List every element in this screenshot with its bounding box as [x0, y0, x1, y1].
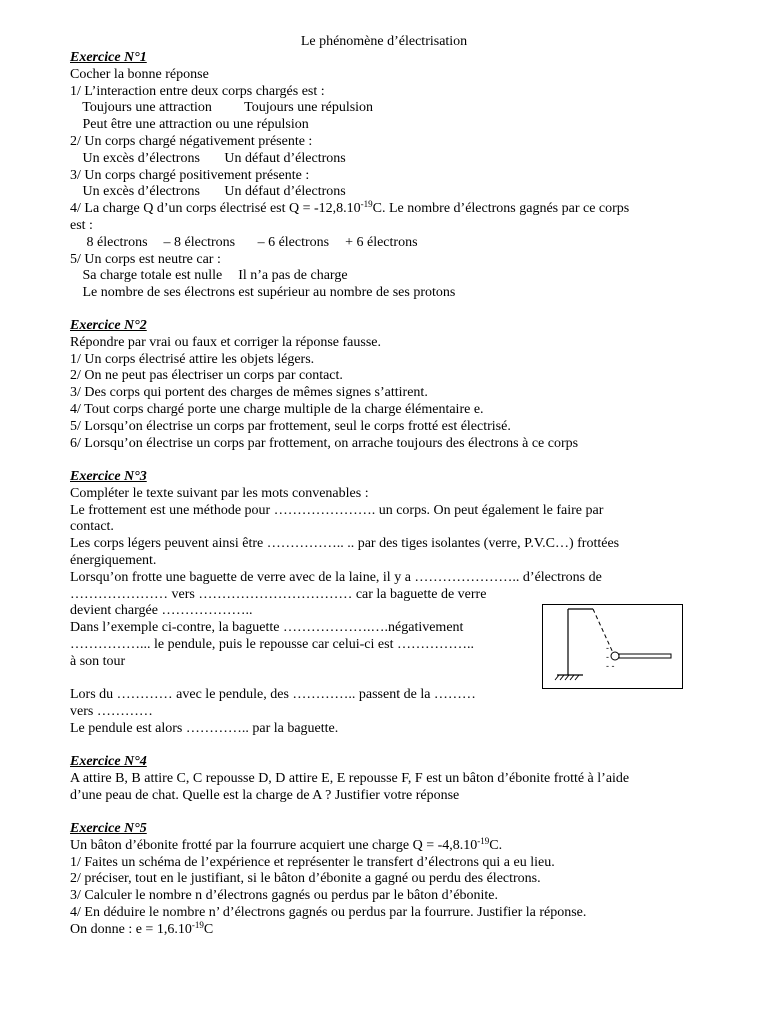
- question-5-option-3: [70, 285, 629, 302]
- question-1-options: [70, 100, 629, 117]
- text-line: devient chargée ………………..: [70, 603, 253, 619]
- option-label: Il n’a pas de charge: [238, 268, 348, 284]
- exercise-4: [70, 754, 629, 804]
- exponent: -19: [360, 199, 373, 210]
- text-line: ……………... le pendule, puis le repousse car celui-ci est ……………..: [70, 636, 474, 652]
- text-line: Le pendule est alors ………….. par la baguette.: [70, 720, 339, 736]
- option-label: + 6 électrons: [345, 234, 418, 250]
- text-line: vers …………: [70, 704, 153, 720]
- intro-text: Un bâton d’ébonite frotté par la fourrure acquiert une charge Q = -4,8.10: [70, 837, 478, 853]
- question-4-options: [70, 235, 629, 252]
- charge-marks-middle: -: [606, 652, 609, 662]
- exercise-4-heading: Exercice N°4: [70, 754, 147, 769]
- question-2-options: [70, 151, 629, 168]
- exercise-3-instruction: Compléter le texte suivant par les mots convenables :: [70, 485, 369, 501]
- given-value: [70, 919, 586, 939]
- question-4-text-end: C. Le nombre d’électrons gagnés par ce corps: [372, 201, 630, 217]
- list-item: 3/ Calculer le nombre n d’électrons gagnés ou perdus par le bâton d’ébonite.: [70, 888, 499, 904]
- exercise-2-heading: Exercice N°2: [70, 318, 147, 333]
- question-3: 3/ Un corps chargé positivement présente :: [70, 167, 310, 183]
- intro-text-end: C.: [489, 837, 503, 853]
- list-item: 1/ Un corps électrisé attire les objets légers.: [70, 351, 315, 367]
- pendulum-figure: [542, 604, 683, 689]
- question-5-options: [70, 268, 629, 285]
- blank-line: [70, 671, 619, 688]
- list-item: 3/ Des corps qui portent des charges de mêmes signes s’attirent.: [70, 385, 428, 401]
- option-label: Un excès d’électrons: [82, 184, 200, 200]
- list-item: 2/ On ne peut pas électriser un corps par contact.: [70, 368, 343, 384]
- text-line: Les corps légers peuvent ainsi être …………….. .. par des tiges isolantes (verre, P.V.C…) frottées: [70, 536, 620, 552]
- given-text: On donne : e = 1,6.10: [70, 921, 192, 937]
- option-label: Peut être une attraction ou une répulsion: [82, 117, 309, 133]
- exercise-3-heading: Exercice N°3: [70, 469, 147, 484]
- given-unit: C: [203, 921, 214, 937]
- document-title: Le phénomène d’électrisation: [300, 34, 468, 49]
- exercise-3: [70, 469, 619, 738]
- list-item: 2/ préciser, tout en le justifiant, si le bâton d’ébonite a gagné ou perdu des électrons.: [70, 871, 541, 887]
- list-item: 4/ En déduire le nombre n’ d’électrons gagnés ou perdus par la fourrure. Justifier la réponse.: [70, 904, 587, 920]
- charge-marks-top: -: [606, 643, 609, 653]
- question-2: 2/ Un corps chargé négativement présente :: [70, 133, 313, 149]
- text-line: Dans l’exemple ci-contre, la baguette ……………….….négativement: [70, 620, 464, 636]
- option-label: Sa charge totale est nulle: [82, 268, 223, 284]
- option-label: Le nombre de ses électrons est supérieur au nombre de ses protons: [82, 285, 456, 301]
- exercise-5-heading: Exercice N°5: [70, 821, 147, 836]
- option-label: Un défaut d’électrons: [224, 184, 346, 200]
- text-line: A attire B, B attire C, C repousse D, D attire E, E repousse F, F est un bâton d’ébonite frotté à l’aide: [70, 770, 630, 786]
- exercise-5-intro: [70, 835, 586, 855]
- option-label: Un défaut d’électrons: [224, 150, 346, 166]
- question-3-options: [70, 184, 629, 201]
- exercise-1-heading: Exercice N°1: [70, 50, 147, 65]
- exercise-1-instruction: Cocher la bonne réponse: [70, 66, 209, 82]
- question-1-option-3: [70, 117, 629, 134]
- list-item: 5/ Lorsqu’on électrise un corps par frottement, seul le corps frotté est électrisé.: [70, 418, 511, 434]
- list-item: 6/ Lorsqu’on électrise un corps par frottement, on arrache toujours des électrons à ce corps: [70, 435, 579, 451]
- exponent: -19: [191, 919, 204, 930]
- text-line: contact.: [70, 519, 114, 535]
- option-label: – 8 électrons: [163, 234, 236, 250]
- charged-rod: [619, 654, 671, 658]
- question-4-text: 4/ La charge Q d’un corps électrisé est Q = -12,8.10: [70, 201, 361, 217]
- text-line: Lors du ………… avec le pendule, des ………….. passent de la ………: [70, 687, 476, 703]
- option-label: 8 électrons: [86, 234, 148, 250]
- text-line: ………………… vers …………………………… car la baguette de verre: [70, 586, 487, 602]
- text-line: Lorsqu’on frotte une baguette de verre avec de la laine, il y a ………………….. d’électrons de: [70, 569, 602, 585]
- option-label: Toujours une attraction: [82, 100, 212, 116]
- option-label: Toujours une répulsion: [244, 100, 374, 116]
- pendulum-thread: [593, 609, 614, 655]
- question-4-continuation: est :: [70, 217, 93, 233]
- text-line: à son tour: [70, 653, 126, 669]
- option-label: Un excès d’électrons: [82, 150, 200, 166]
- list-item: 1/ Faites un schéma de l’expérience et représenter le transfert d’électrons qui a eu lieu.: [70, 854, 555, 870]
- pendulum-ball: [611, 652, 619, 660]
- exercise-1: [70, 50, 629, 302]
- exercise-5: [70, 821, 586, 939]
- option-label: – 6 électrons: [257, 234, 330, 250]
- exercise-2-instruction: Répondre par vrai ou faux et corriger la réponse fausse.: [70, 334, 381, 350]
- exponent: -19: [477, 835, 490, 846]
- text-line: énergiquement.: [70, 552, 157, 568]
- pendulum-diagram: [543, 605, 684, 690]
- text-line: Le frottement est une méthode pour …………………. un corps. On peut également le faire par: [70, 502, 604, 518]
- exercise-2: [70, 318, 578, 452]
- question-1: 1/ L’interaction entre deux corps chargés est :: [70, 83, 325, 99]
- question-5: 5/ Un corps est neutre car :: [70, 251, 221, 267]
- text-line: d’une peau de chat. Quelle est la charge de A ? Justifier votre réponse: [70, 787, 460, 803]
- charge-marks-bottom: - -: [606, 661, 615, 671]
- list-item: 4/ Tout corps chargé porte une charge multiple de la charge élémentaire e.: [70, 401, 484, 417]
- question-4: [70, 201, 629, 218]
- ground-hatch: [555, 675, 579, 680]
